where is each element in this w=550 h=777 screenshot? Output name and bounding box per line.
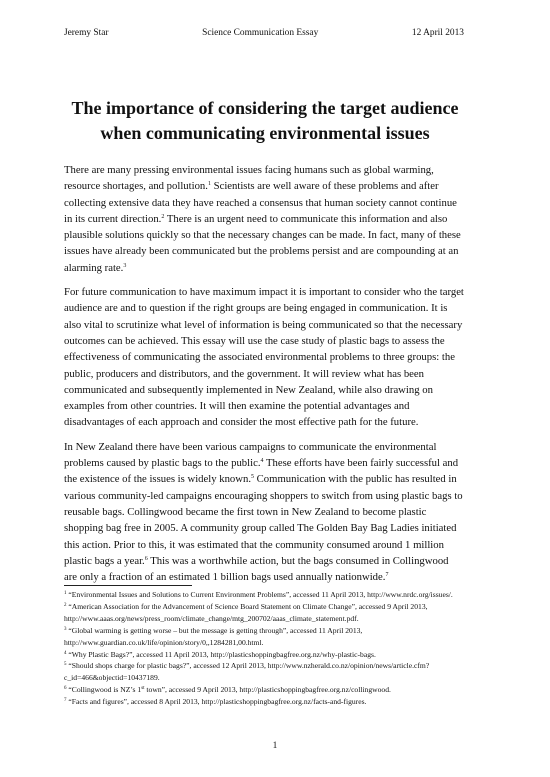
text-run: “Collingwood is NZ’s 1 [66, 685, 142, 695]
footnote [64, 589, 468, 601]
footnote-marker: 7 [64, 698, 67, 704]
footnote-marker: 1 [207, 181, 211, 188]
footnote [64, 684, 468, 696]
text-run: “Should shops charge for plastic bags?”, accessed 12 April 2013, http://www.nzherald.co.nz/opinion/news/article.cfm?c_id=466&objectid=10437189. [64, 661, 430, 683]
paragraph [64, 162, 464, 276]
footnote-marker: 3 [123, 262, 127, 269]
footnote-marker: 7 [385, 572, 389, 579]
paragraph [64, 284, 464, 431]
footnote-marker: 5 [251, 474, 254, 481]
footnote [64, 660, 468, 684]
text-run: This was a worthwhile action, but the bags consumed in Collingwood are only a fraction of an estimated 1 billion bags used annually nationwide. [64, 554, 449, 584]
text-run: These efforts have been fairly successful and the existence of the issues is widely known. [64, 457, 459, 486]
text-run: In New Zealand there have been various campaigns to communicate the environmental problems caused by plastic bags to the public. [64, 440, 437, 470]
footnotes [64, 589, 468, 708]
essay-body [64, 162, 464, 593]
footnote-marker: 6 [144, 555, 148, 562]
footnote-marker: 2 [64, 602, 67, 608]
text-run: Scientists are well aware of these problems and after collecting extensive data they have reached a consensus that human society cannot continue in its current direction. [64, 180, 457, 225]
text-run: “Why Plastic Bags?”, accessed 11 April 2013, http://plasticshoppingbagfree.org.nz/why-plastic-bags. [66, 649, 376, 659]
footnote-marker: 4 [260, 458, 264, 465]
footnote [64, 601, 468, 625]
footnote-marker: 1 [64, 591, 67, 596]
page-header [64, 28, 464, 38]
footnote-marker: 3 [64, 626, 67, 632]
header-course: Science Communication Essay [202, 28, 319, 38]
footnote-marker: 2 [161, 213, 165, 220]
footnote-marker: 6 [64, 686, 67, 692]
paragraph [64, 439, 464, 586]
essay-title: The importance of considering the target audience when communicating environmental issues [71, 98, 459, 143]
header-author: Jeremy Star [64, 28, 109, 38]
text-run: For future communication to have maximum impact it is important to consider who the target audience are and to question if the right groups are being engaged in communication. It is also vital to scrutinize what level of information is being communicated so that the necessary outcomes can be achieved. This essay will use the case study of plastic bags to assess the effectiveness of communicating the associated environmental problems to three groups: the public, producers and distributors, and the government. It will review what has been communicated and subsequently implemented in New Zealand, while also drawing on examples from other countries. It will then examine the potential advantages and disadvantages of each approach and consider the most effective path for the future. [64, 286, 464, 429]
text-run: “Global warming is getting worse – but the message is getting through”, accessed 11 April 2013, http://www.guardian.co.uk/life/opinion/story/0,,1284281,00.html. [64, 625, 363, 647]
footnote [64, 696, 468, 708]
text-run: “Environmental Issues and Solutions to Current Environment Problems”, accessed 11 April 2013, http://www.nrdc.org/issues/. [66, 590, 453, 599]
footnote-separator [64, 585, 192, 586]
text-run: “Facts and figures”, accessed 8 April 2013, http://plasticshoppingbagfree.org.nz/facts-and-figures. [66, 697, 367, 707]
text-run: There is an urgent need to communicate this information and also plausible solutions quickly so that the necessary changes can be made. In fact, many of these issues have already been communicated but the problems persist and are compounding at an alarming rate. [64, 212, 461, 274]
footnote [64, 625, 468, 649]
footnote [64, 649, 468, 661]
footnote-marker: st [141, 686, 145, 692]
page-number: 1 [272, 741, 278, 751]
text-run: “American Association for the Advancement of Science Board Statement on Climate Change”, accessed 9 April 2013, http://www.aaas.org/news/press_room/climate_change/mtg_200702/aaas_climate_statement.pdf. [64, 601, 428, 623]
header-date: 12 April 2013 [411, 28, 464, 38]
text-run: There are many pressing environmental issues facing humans such as global warming, resource shortages, and pollution. [64, 164, 434, 193]
footnote-marker: 5 [64, 662, 67, 668]
text-run: town”, accessed 9 April 2013, http://plasticshoppingbagfree.org.nz/collingwood. [144, 685, 391, 695]
text-run: Communication with the public has resulted in various community-led campaigns encouraging shoppers to switch from using plastic bags to reusable bags. Collingwood became the first town in New Zealand to become plastic shopping bag free in 2005. A community group called The Golden Bay Bag Ladies initiated this action. Prior to this, it was estimated that the community consumed around 1 million plastic bags a year. [64, 473, 463, 567]
footnote-marker: 4 [64, 650, 67, 656]
